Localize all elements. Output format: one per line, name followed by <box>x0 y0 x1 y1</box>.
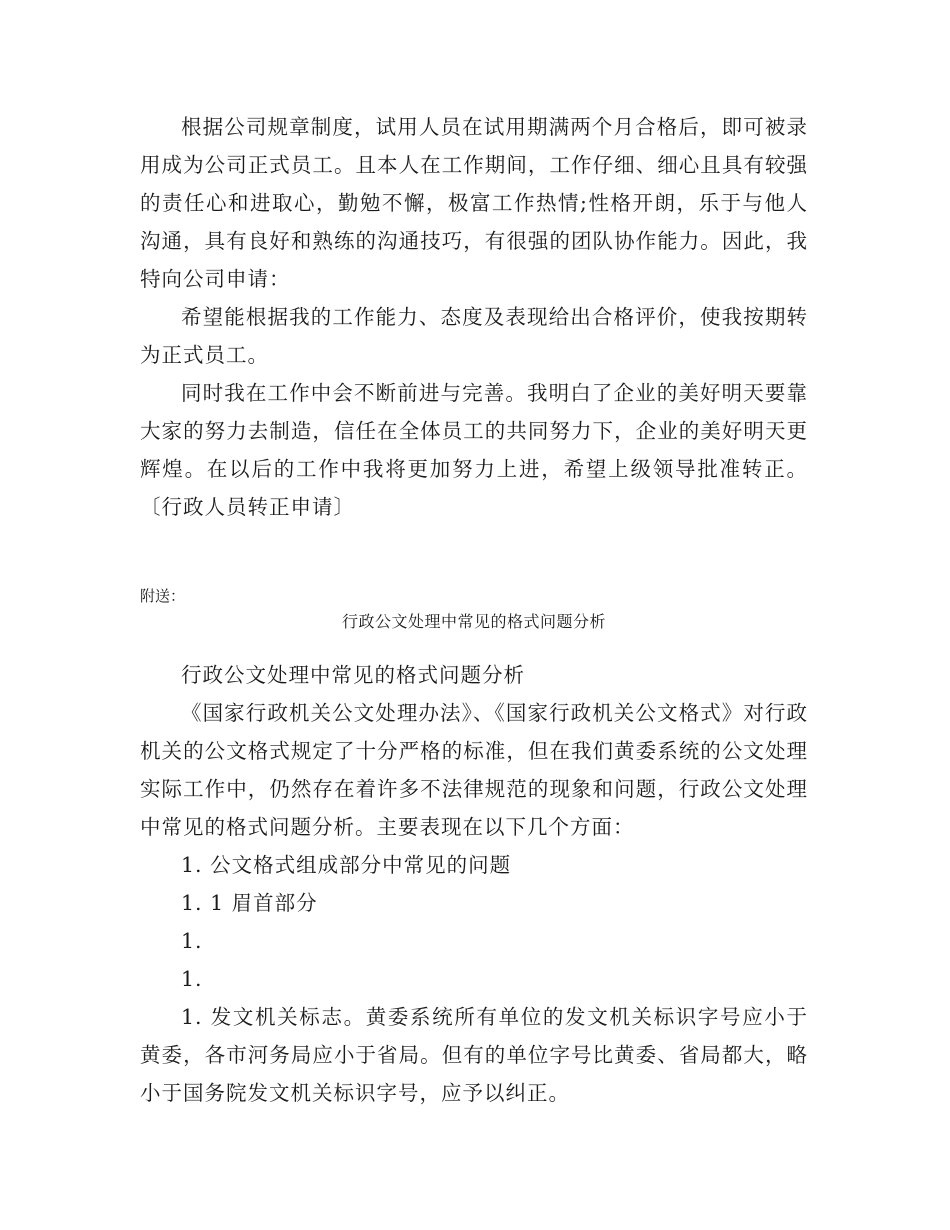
letter-paragraph-1: 根据公司规章制度，试用人员在试用期满两个月合格后，即可被录用成为公司正式员工。且本人在工作期间，工作仔细、细心且具有较强的责任心和进取心，勤勉不懈，极富工作热情;性格开朗，乐于与他人沟通，具有良好和熟练的沟通技巧，有很强的团队协作能力。因此，我特向公司申请： <box>140 115 808 291</box>
attachment-label: 附送： <box>140 587 186 605</box>
article-paragraph-intro: 《国家行政机关公文处理办法》、《国家行政机关公文格式》对行政机关的公文格式规定了十分严格的标准，但在我们黄委系统的公文处理实际工作中，仍然存在着许多不法律规范的现象和问题，行政公文处理中常见的格式问题分析。主要表现在以下几个方面： <box>140 701 808 839</box>
article-body <box>140 656 808 1112</box>
article-item-number-a: 1. <box>181 929 203 953</box>
letter-paragraph-2: 希望能根据我的工作能力、态度及表现给出合格评价，使我按期转为正式员工。 <box>140 305 808 367</box>
attachment-title: 行政公文处理中常见的格式问题分析 <box>341 612 606 631</box>
letter-paragraph-3: 同时我在工作中会不断前进与完善。我明白了企业的美好明天要靠大家的努力去制造，信任在全体员工的共同努力下，企业的美好明天更辉煌。在以后的工作中我将更加努力上进，希望上级领导批准转正。 〔行政人员转正申请〕 <box>140 381 808 519</box>
article-item-number-b: 1. <box>181 967 203 991</box>
article-item-1: 1. 公文格式组成部分中常见的问题 <box>181 853 512 877</box>
article-heading: 行政公文处理中常见的格式问题分析 <box>181 663 525 687</box>
article-item-issuing-authority: 1. 发文机关标志。黄委系统所有单位的发文机关标识字号应小于黄委，各市河务局应小于省局。但有的单位字号比黄委、省局都大，略小于国务院发文机关标识字号，应予以纠正。 <box>140 1005 808 1105</box>
article-item-1-1: 1. 1 眉首部分 <box>181 891 318 915</box>
attachment-header <box>140 584 808 636</box>
document-body <box>140 108 808 1112</box>
